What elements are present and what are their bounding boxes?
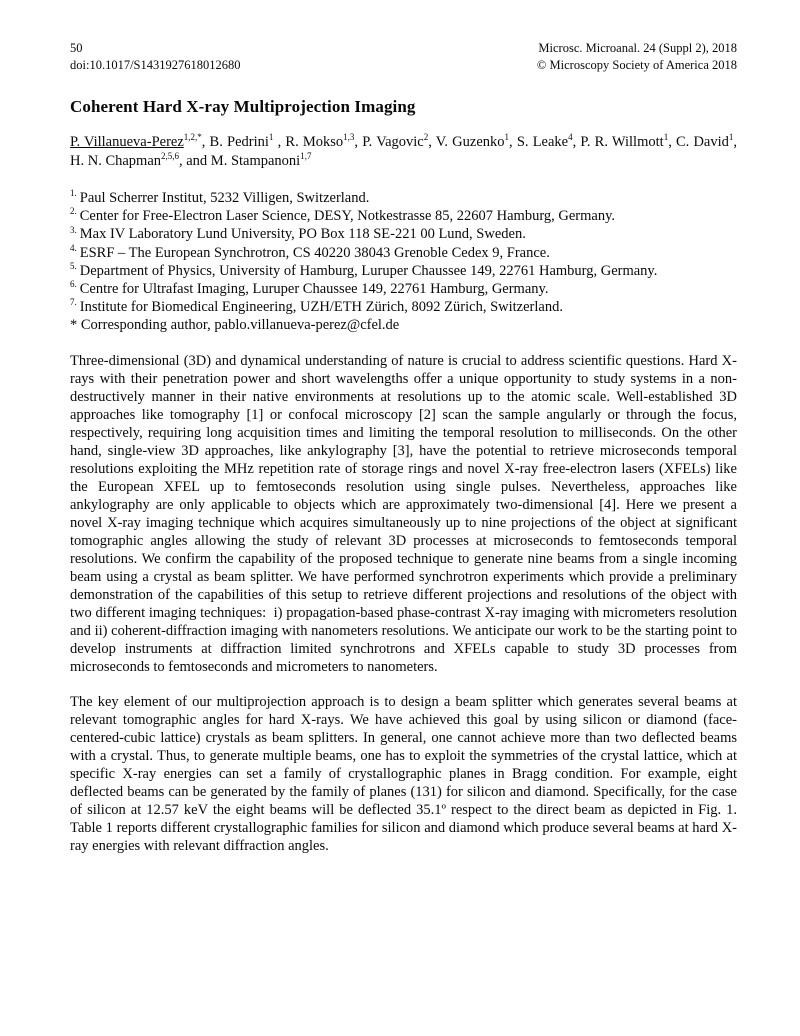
- affiliation-line: $^{7.}$ Institute for Biomedical Engineering, UZH/ETH Zürich, 8092 Zürich, Switzerland.: [70, 297, 563, 316]
- page-header: [70, 40, 737, 74]
- author-affiliation-superscript: 1,3: [343, 132, 355, 143]
- paper-title: Coherent Hard X-ray Multiprojection Imaging: [70, 97, 416, 116]
- affiliation-line: $^{2.}$ Center for Free-Electron Laser Science, DESY, Notkestrasse 85, 22607 Hamburg, Germany.: [70, 206, 616, 225]
- page-number: 50: [70, 41, 83, 55]
- author-name: , P. Vagovic: [354, 134, 424, 150]
- author-name: P. Villanueva-Perez: [70, 134, 184, 150]
- header-right: [537, 40, 737, 74]
- affiliation-marker: 7.: [70, 297, 77, 308]
- affiliation-marker: 2.: [70, 206, 77, 217]
- author-name: , and M. Stampanoni: [178, 152, 301, 169]
- author-name: , P. R. Willmott: [572, 134, 664, 150]
- affiliation-marker: 3.: [70, 224, 77, 235]
- author-list: [70, 133, 737, 170]
- affiliation-marker: 1.: [70, 188, 77, 199]
- author-affiliation-superscript: 1: [663, 132, 669, 143]
- affiliation-line: $^{3.}$ Max IV Laboratory Lund University, PO Box 118 SE-221 00 Lund, Sweden.: [70, 224, 526, 243]
- author-affiliation-superscript: 1: [728, 132, 734, 143]
- affiliation-list: [70, 189, 737, 316]
- author-name: , C. David: [668, 134, 729, 150]
- author-name: , B. Pedrini: [201, 134, 269, 150]
- author-affiliation-superscript: 1: [504, 132, 510, 143]
- abstract-paragraph: Three-dimensional (3D) and dynamical understanding of nature is crucial to address scientific questions. Hard X-rays with their penetration power and short wavelengths offer a unique opportunity to study systems in a non-destructively manner in their native environments at resolutions up to the atomic scale. Well-established 3D approaches like tomography [1] or confocal microscopy [2] scan the sample angularly or through the focus, respectively, requiring long acquisition times and limiting the temporal resolution to milliseconds. On the other hand, single-view 3D approaches, like ankylography [3], have the potential to retrieve microseconds temporal resolutions exploiting the MHz repetition rate of storage rings and novel X-ray free-electron lasers (XFELs) like the European XFEL up to femtoseconds resolution using single pulses. Nevertheless, approaches like ankylography are only applicable to objects which are approximately two-dimensional [4]. Here we present a novel X-ray imaging technique which acquires simultaneously up to nine projections of the object at significant tomographic angles allowing the study of relevant 3D processes at microseconds to femtoseconds temporal resolutions. We confirm the capability of the proposed technique to generate nine beams from a single incoming beam using a crystal as beam splitter. We have performed synchrotron experiments which provide a preliminary demonstration of the capabilities of this setup to retrieve different projections and resolutions of the object with two different imaging techniques: i) propagation-based phase-contrast X-ray imaging with micrometers resolution and ii) coherent-diffraction imaging with nanometers resolutions. We anticipate our work to be the starting point to develop instruments at diffraction limited synchrotrons and XFELs capable to study 3D processes from microseconds to femtoseconds and micrometers to nanometers.: [70, 352, 737, 675]
- copyright-notice: © Microscopy Society of America 2018: [536, 58, 737, 72]
- author-affiliation-superscript: 1,2,*: [183, 132, 202, 143]
- affiliation-line: $^{4.}$ ESRF – The European Synchrotron, CS 40220 38043 Grenoble Cedex 9, France.: [70, 242, 550, 261]
- affiliation-line: $^{1.}$ Paul Scherrer Institut, 5232 Villigen, Switzerland.: [70, 188, 370, 206]
- author-name: , V. Guzenko: [428, 134, 505, 150]
- doi: doi:10.1017/S1431927618012680: [70, 58, 241, 72]
- affiliation-line: $^{6.}$ Centre for Ultrafast Imaging, Luruper Chaussee 149, 22761 Hamburg, Germany.: [70, 279, 549, 298]
- affiliation-line: $^{5.}$ Department of Physics, University of Hamburg, Luruper Chaussee 149, 22761 Hamburg, Germany.: [70, 260, 658, 279]
- affiliation-marker: 4.: [70, 242, 77, 253]
- affiliation-marker: 5.: [70, 260, 77, 271]
- author-affiliation-superscript: 4: [568, 132, 573, 143]
- affiliation-marker: 6.: [70, 279, 77, 290]
- journal-citation: Microsc. Microanal. 24 (Suppl 2), 2018: [538, 41, 737, 55]
- author-affiliation-superscript: 1: [268, 132, 274, 143]
- author-affiliation-superscript: 2: [423, 132, 429, 143]
- author-affiliation-superscript: 2,5,6: [161, 150, 179, 161]
- body-paragraph: The key element of our multiprojection approach is to design a beam splitter which generates several beams at relevant tomographic angles for hard X-rays. We have achieved this goal by using silicon or diamond (face-centered-cubic lattice) crystals as beam splitters. In general, one cannot achieve more than two deflected beams with a crystal. Thus, to generate multiple beams, one has to exploit the symmetries of the crystal lattice, which at specific X-ray energies can set a family of crystallographic planes in Bragg condition. For example, eight deflected beams can be generated by the family of planes (131) for silicon and diamond. Specifically, for the case of silicon at 12.57 keV the eight beams will be deflected 35.1º respect to the direct beam as depicted in Fig. 1. Table 1 reports different crystallographic families for silicon and diamond which produce several beams at hard X-ray energies with relevant diffraction angles.: [70, 693, 737, 854]
- author-affiliation-superscript: 1,7: [300, 150, 312, 161]
- author-name: , S. Leake: [509, 134, 569, 150]
- author-name: , R. Mokso: [273, 134, 344, 150]
- header-left: [70, 40, 241, 74]
- corresponding-author-line: * Corresponding author, pablo.villanueva-perez@cfel.de: [70, 317, 400, 334]
- author-name: , H. N. Chapman: [70, 134, 738, 169]
